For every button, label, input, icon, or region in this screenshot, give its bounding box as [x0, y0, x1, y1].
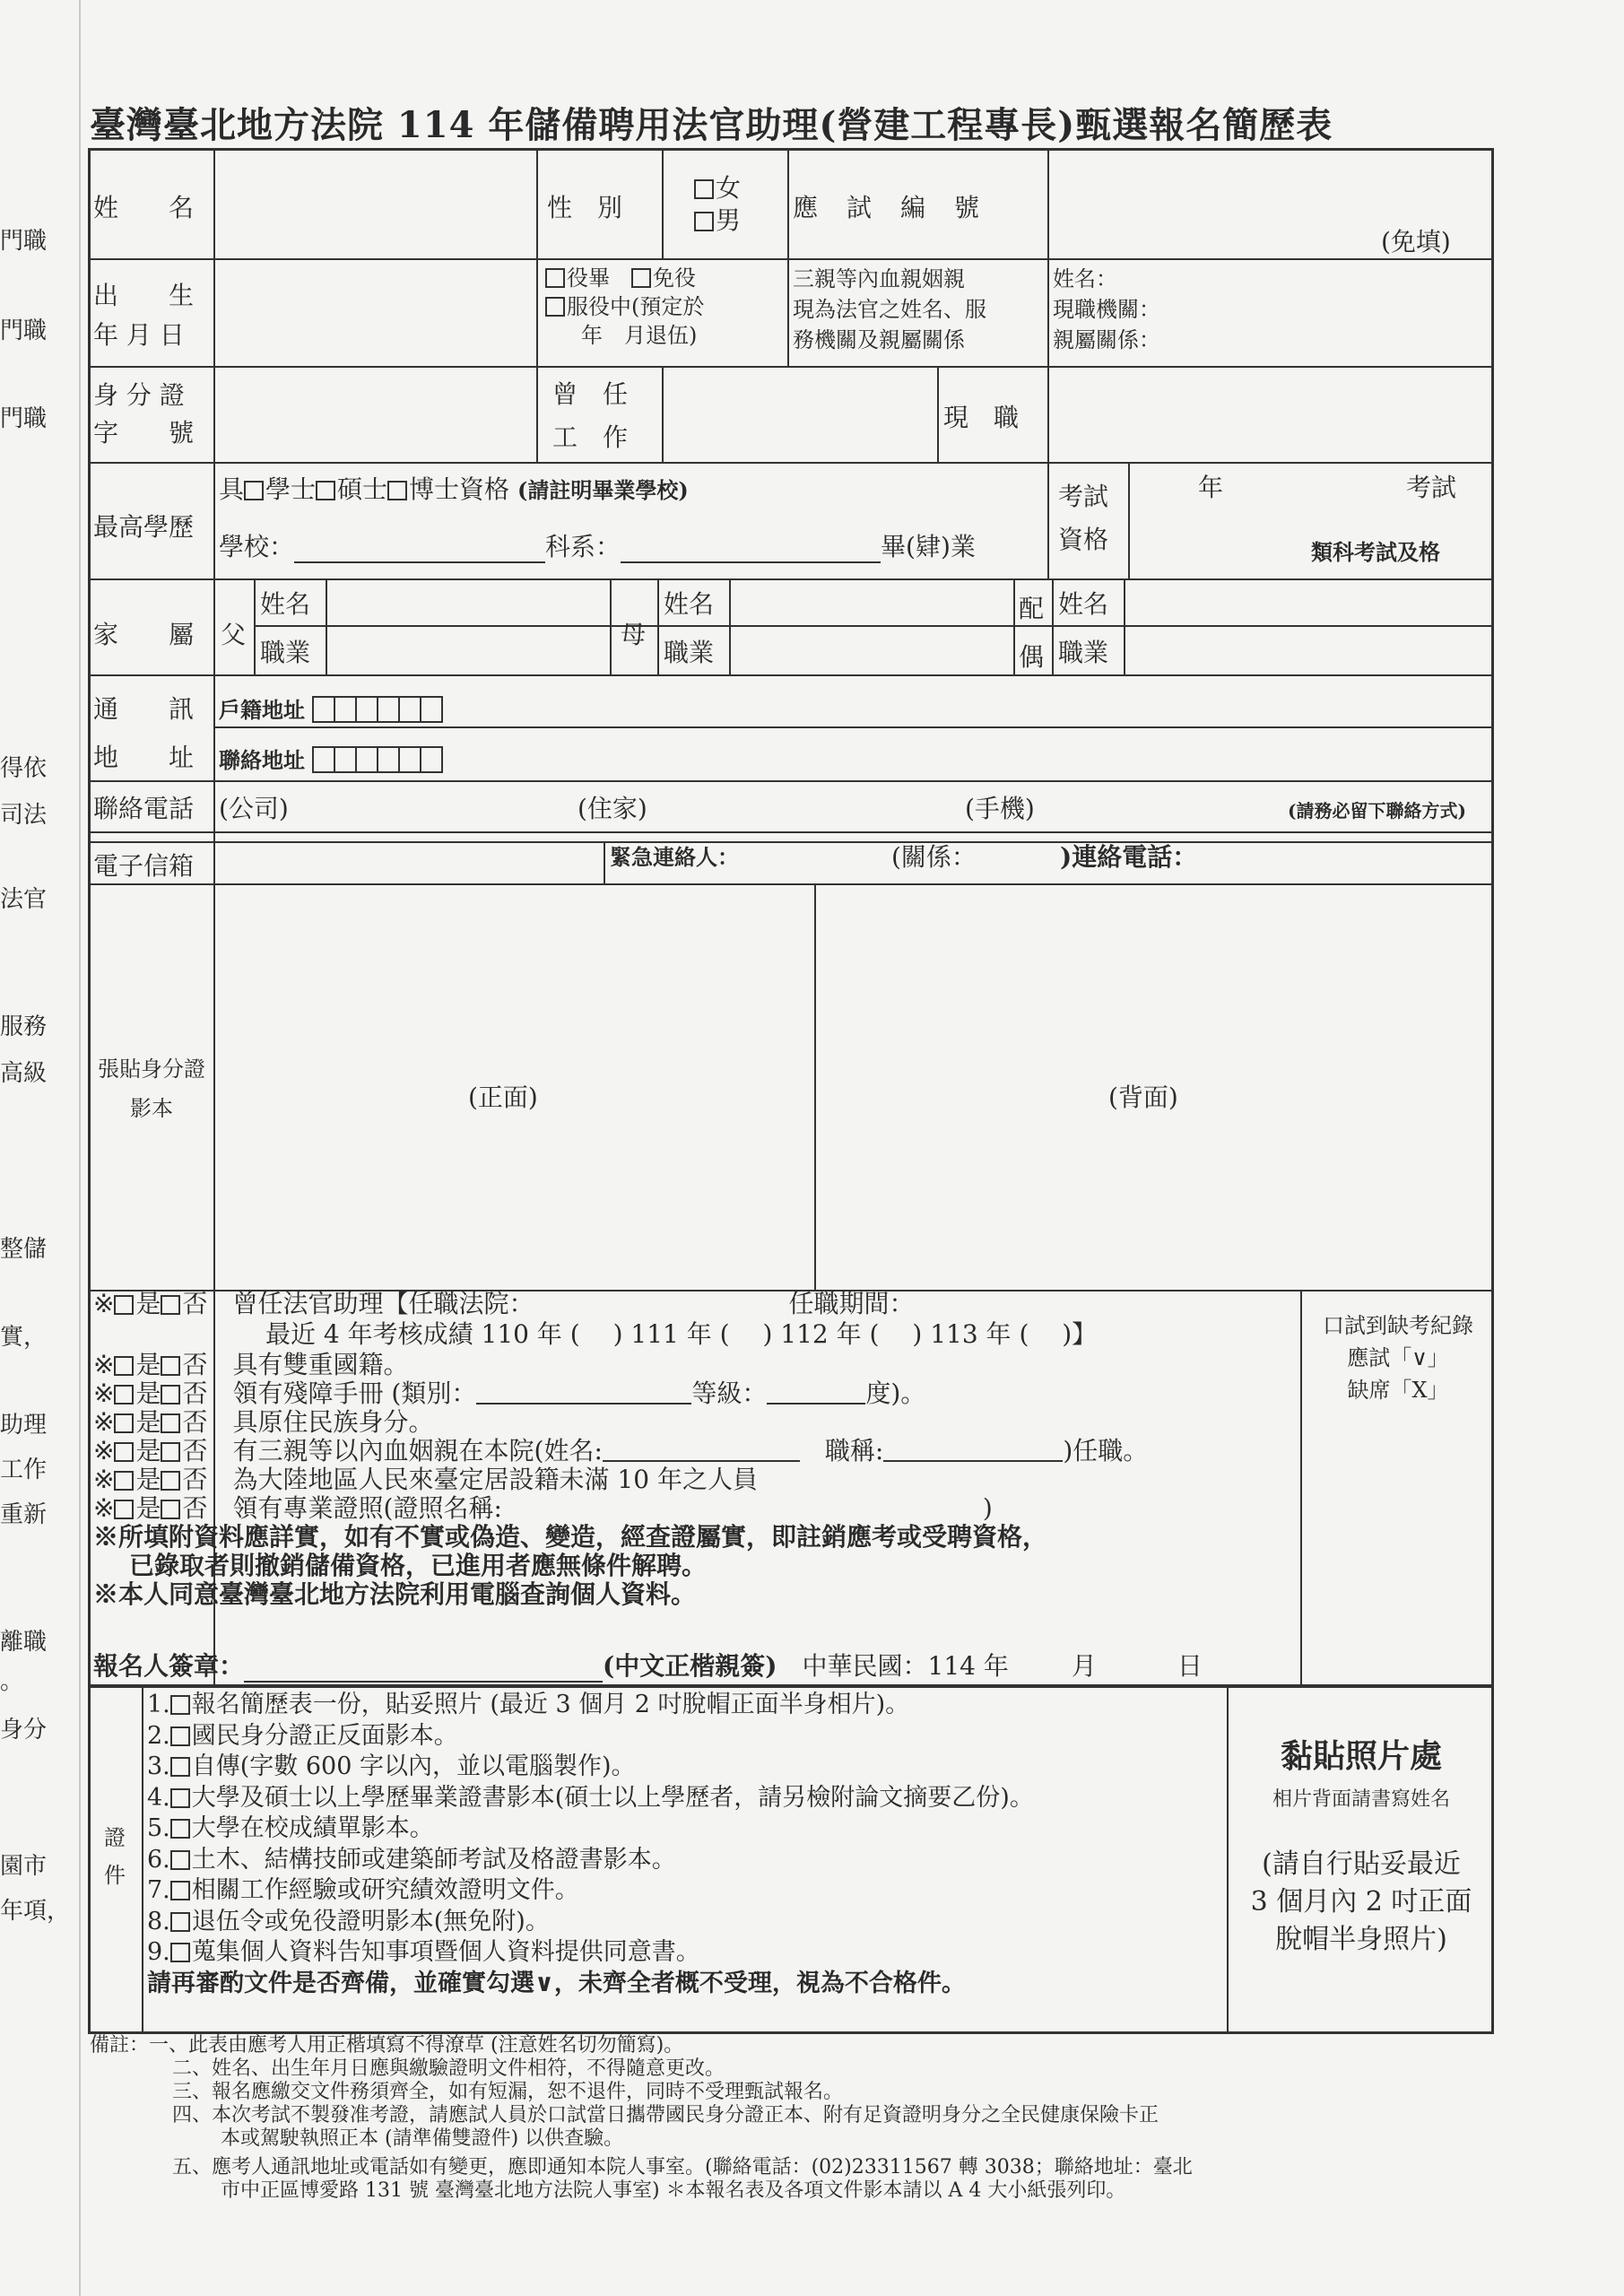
col-line — [536, 148, 538, 462]
doc-8-checkbox[interactable] — [170, 1912, 190, 1932]
female-label: 女 — [716, 173, 742, 203]
remark-3: 三、報名應繳交文件務須齊全，如有短漏，恕不退件，同時不受理甄試報名。 — [172, 2081, 844, 2103]
doc-9-checkbox[interactable] — [170, 1943, 190, 1962]
name-field[interactable] — [220, 161, 529, 251]
row-line — [88, 674, 1494, 676]
warning-1: ※所填附資料應詳實，如有不實或偽造、變造，經查證屬實，即註銷應考或受聘資格， — [93, 1522, 1048, 1552]
col-line — [662, 148, 664, 258]
q5-no-checkbox[interactable] — [161, 1442, 180, 1462]
q7: ※ 是 否 領有專業證照(證照名稱: ) — [93, 1493, 993, 1523]
dept-field[interactable] — [621, 561, 881, 563]
col-line — [657, 578, 659, 674]
master-checkbox[interactable] — [316, 481, 335, 500]
q4: ※ 是 否 具原住民族身分。 — [93, 1407, 434, 1437]
doc-3-checkbox[interactable] — [170, 1757, 190, 1777]
name-label: 姓 名 — [93, 193, 195, 222]
military-exempt-checkbox[interactable] — [631, 268, 651, 288]
side-fragment: 離職 — [0, 1629, 48, 1656]
signature-field[interactable] — [244, 1681, 603, 1683]
side-fragment: 。 — [0, 1668, 24, 1695]
doc-item: 5. 大學在校成績單影本。 — [147, 1814, 434, 1842]
family-label: 家 屬 — [93, 620, 195, 649]
col-line — [142, 1684, 143, 2034]
side-fragment: 高級 — [0, 1060, 48, 1087]
side-fragment: 服務 — [0, 1013, 48, 1040]
exam-year: 年 — [1198, 473, 1224, 502]
documents-label: 證 件 — [104, 1825, 126, 1888]
remarks — [90, 2034, 1193, 2203]
contact-zip-boxes[interactable] — [312, 746, 441, 778]
male-label: 男 — [716, 205, 742, 235]
q1: ※ 是 否 曾任法官助理【任職法院： 任職期間： — [93, 1289, 915, 1318]
col-line — [326, 578, 327, 674]
military-serving-checkbox[interactable] — [545, 297, 565, 317]
doc-item: 2. 國民身分證正反面影本。 — [147, 1721, 458, 1750]
col-line — [1047, 148, 1049, 462]
col-line — [1047, 462, 1049, 578]
q6-yes-checkbox[interactable] — [114, 1471, 134, 1491]
phone-label: 聯絡電話 — [93, 794, 195, 823]
education-label: 最高學歷 — [93, 512, 195, 542]
id-front: (正面) — [468, 1083, 538, 1112]
doc-item: 3. 自傳(字數 600 字以內，並以電腦製作)。 — [147, 1752, 636, 1780]
mother-name-label: 姓名 — [664, 589, 715, 619]
emergency-relation: (關係： — [891, 842, 977, 872]
emergency-contact: 緊急連絡人： — [610, 844, 739, 870]
doc-item: 1. 報名簡歷表一份，貼妥照片 (最近 3 個月 2 吋脫帽正面半身相片)。 — [147, 1691, 910, 1718]
phone-note: (請務必留下聯絡方式) — [1288, 800, 1466, 822]
side-fragment: 整儲 — [0, 1236, 48, 1263]
doc-4-checkbox[interactable] — [170, 1788, 190, 1808]
birth-label: 出 生 年 月 日 — [93, 281, 195, 350]
female-checkbox[interactable] — [694, 179, 714, 199]
phone-office: (公司) — [219, 794, 289, 823]
email-label: 電子信箱 — [93, 851, 195, 881]
photo-title: 黏貼照片處 — [1280, 1737, 1442, 1775]
photo-instructions: (請自行貼妥最近 3 個月內 2 吋正面 脫帽半身照片) — [1250, 1848, 1472, 1955]
photo-sub: 相片背面請書寫姓名 — [1272, 1788, 1450, 1811]
q6-no-checkbox[interactable] — [161, 1471, 180, 1491]
doc-2-checkbox[interactable] — [170, 1726, 190, 1746]
side-fragment: 門職 — [0, 317, 48, 344]
col-line — [662, 366, 664, 462]
address-label: 通 訊 地 址 — [93, 694, 195, 772]
col-line — [787, 148, 789, 366]
q2: ※ 是 否 具有雙重國籍。 — [93, 1350, 409, 1379]
side-fragment: 門職 — [0, 405, 48, 432]
father-label: 父 — [221, 620, 247, 649]
spouse-name-label: 姓名 — [1058, 589, 1109, 619]
emergency-phone: )連絡電話： — [1060, 842, 1198, 872]
exam-no-label: 應 試 編 號 — [793, 193, 982, 222]
col-line — [1013, 578, 1015, 674]
doc-item: 7. 相關工作經驗或研究績效證明文件。 — [147, 1876, 579, 1904]
phone-mobile: (手機) — [965, 794, 1035, 823]
col-line — [1128, 462, 1130, 578]
father-job-label: 職業 — [260, 638, 311, 667]
q3-yes-checkbox[interactable] — [114, 1385, 134, 1405]
previous-page-margin — [0, 0, 72, 2296]
q5: ※ 是 否 有三親等以內血姻親在本院(姓名: 職稱: )任職。 — [93, 1436, 1149, 1465]
military-done-checkbox[interactable] — [545, 268, 565, 288]
id-label: 身 分 證 字 號 — [93, 380, 195, 448]
photo-area[interactable] — [1229, 1731, 1494, 1959]
id-copy-label: 張貼身分證 影本 — [98, 1057, 205, 1121]
side-fragment: 司法 — [0, 802, 48, 829]
row-line — [88, 883, 1494, 885]
remark-1: 備註：一、此表由應考人用正楷填寫不得潦草 (注意姓名切勿簡寫)。 — [90, 2034, 684, 2057]
col-line — [1052, 578, 1054, 674]
q7-yes-checkbox[interactable] — [114, 1500, 134, 1519]
warning-3: ※本人同意臺灣臺北地方法院利用電腦查詢個人資料。 — [93, 1579, 697, 1609]
q4-yes-checkbox[interactable] — [114, 1413, 134, 1433]
oral-exam-record: 口試到缺考紀錄 應試「∨」 缺席「X」 — [1323, 1313, 1473, 1403]
side-fragment: 年項， — [0, 1898, 71, 1925]
mother-label: 母 — [621, 620, 647, 649]
current-job-label: 現 職 — [943, 403, 1020, 432]
doc-6-checkbox[interactable] — [170, 1850, 190, 1870]
side-fragment: 門職 — [0, 228, 48, 255]
school-line: 學校： 科系： 畢(肄)業 — [219, 532, 976, 561]
household-zip-boxes[interactable] — [312, 696, 441, 728]
page-edge — [79, 0, 81, 2296]
bachelor-checkbox[interactable] — [244, 481, 264, 500]
col-line — [937, 366, 939, 462]
row-line — [90, 1290, 91, 1292]
signature-row: 報名人簽章： (中文正楷親簽) 中華民國：114 年 月 日 — [93, 1651, 1203, 1681]
side-fragment: 重新 — [0, 1501, 48, 1528]
side-fragment: 工作 — [0, 1457, 48, 1483]
side-fragment: 實， — [0, 1324, 48, 1351]
gender-options — [694, 172, 741, 237]
relative-details: 姓名： 現職機關： 親屬關係： — [1053, 266, 1160, 352]
remark-2: 二、姓名、出生年月日應與繳驗證明文件相符，不得隨意更改。 — [172, 2057, 725, 2080]
mother-job-label: 職業 — [664, 638, 715, 667]
col-line — [254, 578, 256, 674]
remark-5: 五、應考人通訊地址或電話如有變更，應即通知本院人事室。(聯絡電話：(02)23311567 轉 3038；聯絡地址：臺北 — [172, 2156, 1193, 2179]
col-line — [604, 841, 605, 883]
form-title: 臺灣臺北地方法院 114 年儲備聘用法官助理(營建工程專長)甄選報名簡歷表 — [90, 104, 1333, 146]
side-fragment: 得依 — [0, 755, 48, 782]
doc-1-checkbox[interactable] — [170, 1695, 190, 1715]
side-fragment: 助理 — [0, 1412, 48, 1439]
documents-footer: 請再審酌文件是否齊備，並確實勾選∨，未齊全者概不受理，視為不合格件。 — [147, 1969, 966, 1997]
household-address: 戶籍地址 — [219, 692, 441, 728]
id-back: (背面) — [1108, 1083, 1178, 1112]
q3-no-checkbox[interactable] — [161, 1385, 180, 1405]
col-line — [729, 578, 731, 674]
documents-list — [147, 1690, 1034, 1999]
phone-home: (住家) — [578, 794, 647, 823]
q7-no-checkbox[interactable] — [161, 1500, 180, 1519]
exam-word: 考試 — [1406, 473, 1457, 502]
exam-no-note: (免填) — [1381, 227, 1451, 257]
doc-5-checkbox[interactable] — [170, 1819, 190, 1839]
q5-yes-checkbox[interactable] — [114, 1442, 134, 1462]
q3: ※ 是 否 領有殘障手冊 (類別： 等級： 度)。 — [93, 1378, 926, 1408]
q1-yes-checkbox[interactable] — [114, 1295, 134, 1315]
remark-4b: 本或駕駛執照正本 (請準備雙證件) 以供查驗。 — [221, 2127, 624, 2150]
remark-5b: 市中正區博愛路 131 號 臺灣臺北地方法院人事室) ＊本報名表及各項文件影本請以 A 4 大小紙張列印。 — [221, 2179, 1126, 2202]
doctor-checkbox[interactable] — [387, 481, 407, 500]
warning-2: 已錄取者則撤銷儲備資格，已進用者應無條件解聘。 — [129, 1551, 708, 1580]
past-job-label: 曾 任 工 作 — [552, 379, 629, 452]
school-field[interactable] — [294, 561, 545, 563]
spouse-job-label: 職業 — [1058, 638, 1109, 667]
row-line — [88, 462, 1494, 464]
doc-7-checkbox[interactable] — [170, 1881, 190, 1900]
q1-scores: 最近 4 年考核成績 110 年 ( ) 111 年 ( ) 112 年 ( ) 113 年 ( )】 — [265, 1319, 1098, 1349]
q4-no-checkbox[interactable] — [161, 1413, 180, 1433]
remark-4: 四、本次考試不製發准考證，請應試人員於口試當日攜帶國民身分證正本、附有足資證明身分之全民健康保險卡正 — [172, 2104, 1159, 2126]
degree-options: 具 學士 碩士 博士資格 (請註明畢業學校) — [219, 474, 689, 504]
row-line — [88, 258, 1494, 260]
father-name-label: 姓名 — [260, 589, 311, 619]
military-status: 役畢 免役 服役中(預定於 年 月退伍) — [545, 264, 704, 350]
row-line — [88, 366, 1494, 368]
row-line — [88, 831, 1494, 833]
side-fragment: 法官 — [0, 886, 48, 913]
exam-qualification-label: 考試 資格 — [1058, 482, 1109, 554]
spouse-label: 配 偶 — [1019, 594, 1045, 672]
row-line — [88, 780, 1494, 782]
gender-label: 性 別 — [547, 193, 623, 222]
col-line — [610, 578, 612, 674]
male-checkbox[interactable] — [694, 212, 714, 231]
col-line — [1124, 578, 1125, 674]
exam-pass: 類科考試及格 — [1311, 539, 1440, 565]
side-fragment: 身分 — [0, 1717, 48, 1744]
doc-item: 9. 蒐集個人資料告知事項暨個人資料提供同意書。 — [147, 1938, 700, 1966]
row-line — [88, 578, 1494, 580]
doc-item: 6. 土木、結構技師或建築師考試及格證書影本。 — [147, 1845, 676, 1874]
side-fragment: 園市 — [0, 1853, 48, 1880]
doc-item: 4. 大學及碩士以上學歷畢業證書影本(碩士以上學歷者，請另檢附論文摘要乙份)。 — [147, 1783, 1034, 1812]
col-line — [814, 883, 816, 1290]
relative-question: 三親等內血親姻親 現為法官之姓名、服 務機關及親屬關係 — [793, 266, 986, 352]
contact-address: 聯絡地址 — [219, 743, 441, 778]
q2-yes-checkbox[interactable] — [114, 1356, 134, 1376]
q2-no-checkbox[interactable] — [161, 1356, 180, 1376]
q6: ※ 是 否 為大陸地區人民來臺定居設籍未滿 10 年之人員 — [93, 1465, 758, 1494]
doc-item: 8. 退伍令或免役證明影本(無免附)。 — [147, 1907, 550, 1935]
row-line — [254, 625, 1494, 627]
row-line — [88, 841, 1494, 843]
q1-no-checkbox[interactable] — [161, 1295, 180, 1315]
